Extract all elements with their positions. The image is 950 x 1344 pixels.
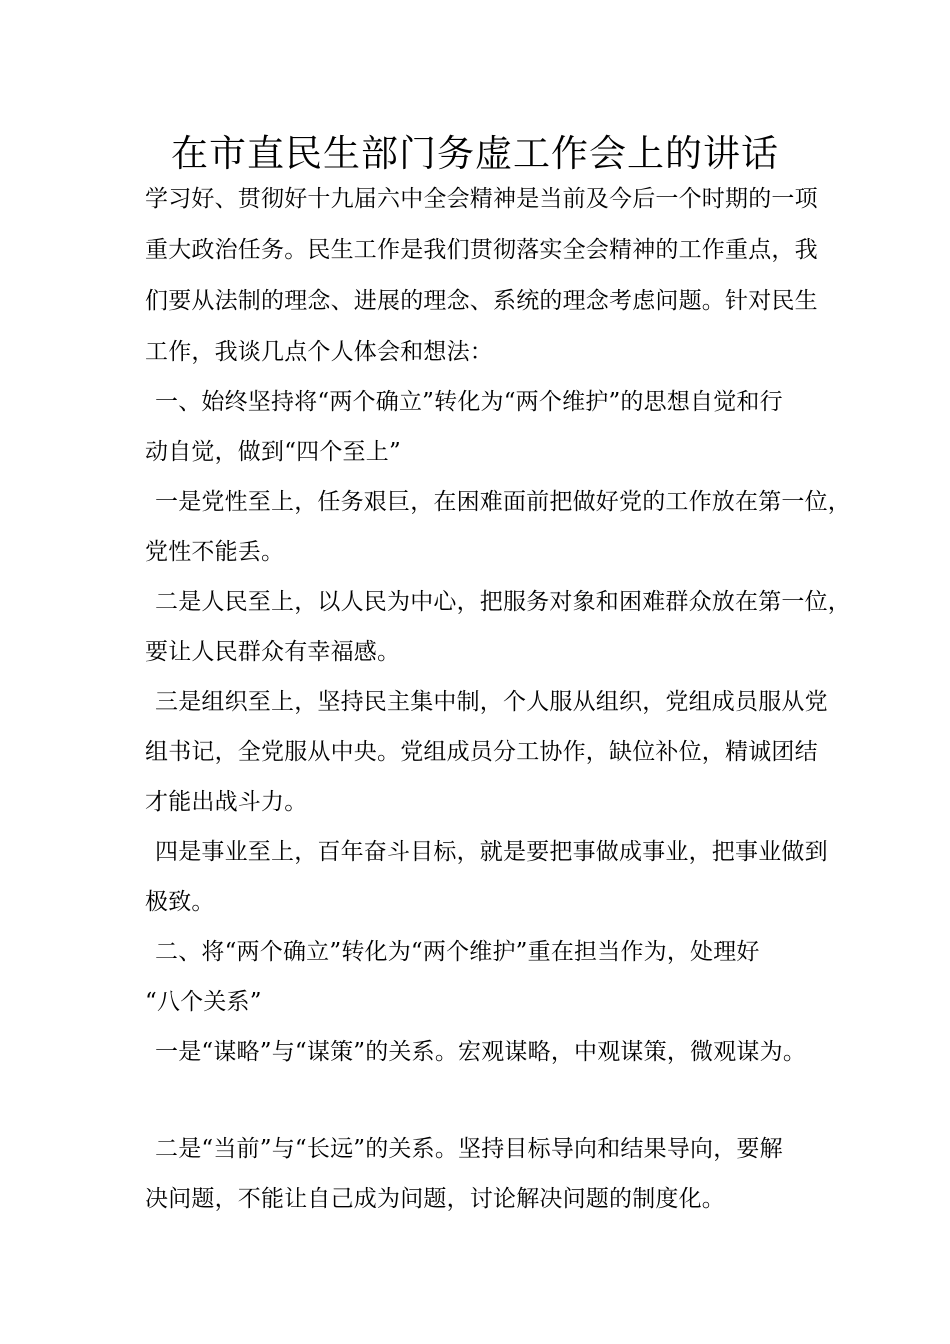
paragraph-line: 决问题，不能让自己成为问题，讨论解决问题的制度化。: [145, 1186, 725, 1212]
paragraph-line: 二是人民至上，以人民为中心，把服务对象和困难群众放在第一位，: [155, 589, 851, 615]
section-heading-2-cont: “八个关系”: [145, 989, 262, 1015]
paragraph-line: 学习好、贯彻好十九届六中全会精神是当前及今后一个时期的一项: [145, 186, 818, 212]
paragraph-line: 组书记，全党服从中央。党组成员分工协作，缺位补位，精诚团结: [145, 739, 818, 765]
paragraph-line: 们要从法制的理念、进展的理念、系统的理念考虑问题。针对民生: [145, 288, 818, 314]
section-heading-1-cont: 动自觉，做到“四个至上”: [145, 439, 401, 465]
paragraph-line: 二是“当前”与“长远”的关系。坚持目标导向和结果导向，要解: [155, 1136, 783, 1162]
paragraph-line: 重大政治任务。民生工作是我们贯彻落实全会精神的工作重点，我: [145, 237, 818, 263]
section-heading-1: 一、始终坚持将“两个确立”转化为“两个维护”的思想自觉和行: [155, 389, 783, 415]
document-title: 在市直民生部门务虚工作会上的讲话: [171, 132, 779, 175]
paragraph-line: 要让人民群众有幸福感。: [145, 639, 401, 665]
paragraph-line: 工作，我谈几点个人体会和想法：: [145, 339, 493, 365]
paragraph-line: 才能出战斗力。: [145, 789, 308, 815]
paragraph-line: 一是党性至上，任务艰巨，在困难面前把做好党的工作放在第一位，: [155, 489, 851, 515]
section-heading-2: 二、将“两个确立”转化为“两个维护”重在担当作为，处理好: [155, 939, 760, 965]
paragraph-line: 三是组织至上，坚持民主集中制，个人服从组织，党组成员服从党: [155, 689, 828, 715]
paragraph-line: 一是“谋略”与“谋策”的关系。宏观谋略，中观谋策，微观谋为。: [155, 1039, 807, 1065]
paragraph-line: 党性不能丢。: [145, 539, 285, 565]
paragraph-line: 四是事业至上，百年奋斗目标，就是要把事做成事业，把事业做到: [155, 839, 828, 865]
paragraph-line: 极致。: [145, 889, 215, 915]
